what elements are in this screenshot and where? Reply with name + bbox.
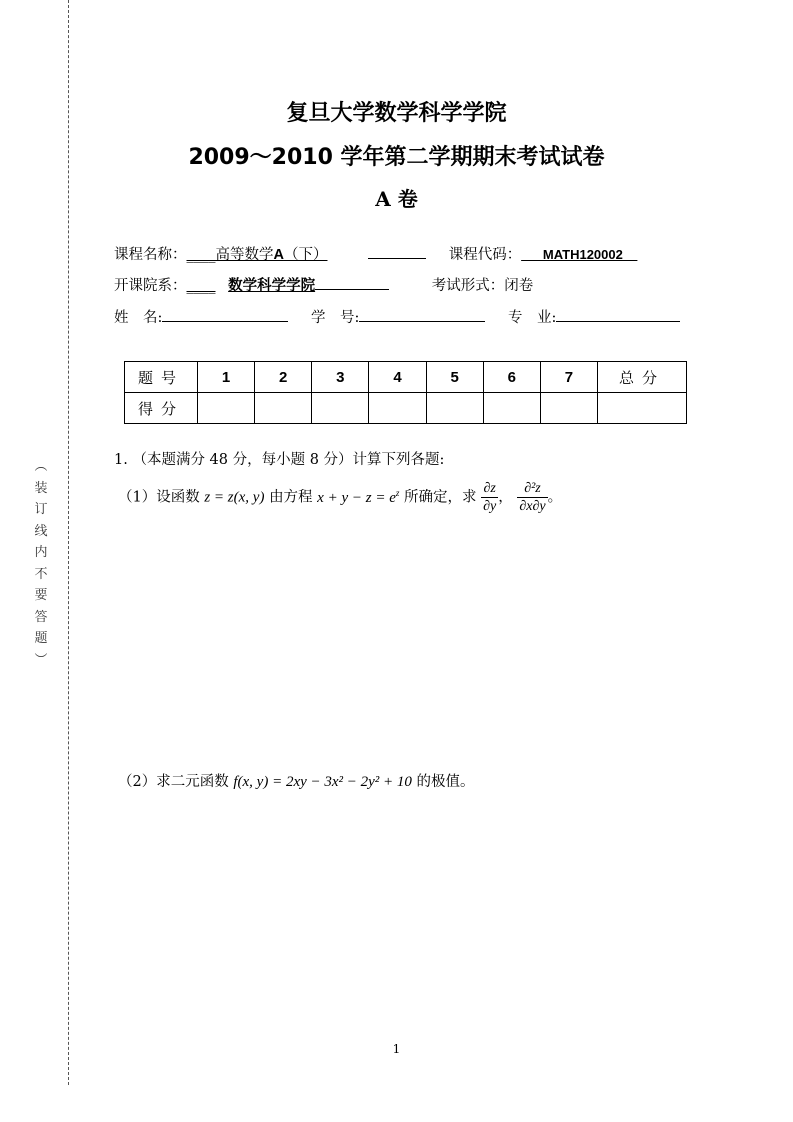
q1-2-suffix: 的极值。 <box>416 774 475 790</box>
course-code-value: ___MATH120002__ <box>521 247 638 262</box>
question-col-5: 5 <box>426 362 483 393</box>
exam-form-label: 考试形式： <box>431 278 505 294</box>
binding-note-char: 订 <box>34 502 48 517</box>
course-name-text: ____高等数学 <box>186 247 274 263</box>
score-cell-5[interactable] <box>426 393 483 424</box>
department-prefix: ____ <box>186 278 216 294</box>
binding-note-char: 要 <box>34 588 48 603</box>
student-id-field[interactable] <box>359 307 485 322</box>
binding-note <box>32 456 50 671</box>
q1-1-end: 。 <box>547 489 563 506</box>
score-table-score-row <box>125 393 687 424</box>
name-label: 姓 名: <box>114 310 163 326</box>
question-1-header: 1. （本题满分 48 分，每小题 8 分）计算下列各题: <box>114 452 445 468</box>
score-table <box>124 361 687 424</box>
score-cell-2[interactable] <box>255 393 312 424</box>
course-name-suffix: （下） <box>283 247 328 263</box>
score-cell-total[interactable] <box>598 393 687 424</box>
course-info-row-2 <box>114 274 533 295</box>
binding-note-char: ︵ <box>34 459 48 474</box>
course-name-blank <box>368 244 426 259</box>
frac-numerator: ∂z <box>481 480 498 498</box>
score-cell-4[interactable] <box>369 393 426 424</box>
department-value: 数学科学学院 <box>228 277 316 294</box>
q1-1-mid: 由方程 <box>269 489 313 506</box>
exam-form-value: 闭卷 <box>504 278 534 294</box>
course-code-label: 课程代码： <box>448 247 522 263</box>
q1-1-equation-text: x + y − z = e <box>317 489 396 506</box>
binding-note-char: 题 <box>34 631 48 646</box>
question-col-1: 1 <box>198 362 255 393</box>
q1-1-suffix: 所确定，求 <box>403 489 477 506</box>
total-score-label: 总分 <box>598 362 687 393</box>
school-title: 复旦大学数学科学学院 <box>286 101 507 126</box>
q1-2-function: f(x, y) = 2xy − 3x² − 2y² + 10 <box>233 774 412 790</box>
q1-1-exponent: z <box>395 487 400 498</box>
partial-derivative-d2z-dxdy <box>517 480 547 515</box>
major-label: 专 业: <box>508 310 557 326</box>
course-info-row-1 <box>114 243 637 264</box>
course-name-value <box>187 247 328 263</box>
question-col-7: 7 <box>540 362 597 393</box>
question-col-3: 3 <box>312 362 369 393</box>
paper-version: A 卷 <box>375 187 418 211</box>
score-cell-6[interactable] <box>483 393 540 424</box>
question-col-6: 6 <box>483 362 540 393</box>
question-col-2: 2 <box>255 362 312 393</box>
q1-1-separator: ， <box>498 489 513 506</box>
name-field[interactable] <box>162 307 288 322</box>
binding-note-char: 不 <box>34 566 48 582</box>
score-table-header-row <box>125 362 687 393</box>
score-cell-1[interactable] <box>198 393 255 424</box>
score-label: 得分 <box>125 393 198 424</box>
student-id-label: 学 号: <box>311 310 360 326</box>
score-cell-3[interactable] <box>312 393 369 424</box>
binding-note-char: ︶ <box>34 652 48 668</box>
binding-note-char: 线 <box>34 523 48 539</box>
exam-title: 2009～2010 学年第二学期期末考试试卷 <box>188 145 605 170</box>
binding-note-char: 内 <box>34 545 48 560</box>
course-name-bold: A <box>273 247 284 263</box>
page-number: 1 <box>392 1042 401 1056</box>
q1-1-function: z = z(x, y) <box>204 489 265 506</box>
binding-note-char: 装 <box>34 480 48 496</box>
question-1-2 <box>118 770 475 791</box>
frac-denominator: ∂x∂y <box>519 499 546 514</box>
partial-derivative-dz-dy <box>481 480 498 515</box>
score-cell-7[interactable] <box>540 393 597 424</box>
binding-note-char: 答 <box>34 609 48 625</box>
department-blank <box>315 275 389 290</box>
frac-numerator: ∂²z <box>517 480 547 498</box>
major-field[interactable] <box>556 307 680 322</box>
q1-1-equation <box>317 487 400 506</box>
student-info-row <box>114 306 680 327</box>
question-col-4: 4 <box>369 362 426 393</box>
q1-2-prefix: （2）求二元函数 <box>118 774 229 790</box>
course-name-label: 课程名称： <box>114 247 187 263</box>
question-1-1 <box>118 480 562 515</box>
frac-denominator: ∂y <box>483 499 497 514</box>
question-number-label: 题号 <box>125 362 198 393</box>
department-label: 开课院系： <box>114 278 187 294</box>
q1-1-prefix: （1）设函数 <box>118 489 200 506</box>
